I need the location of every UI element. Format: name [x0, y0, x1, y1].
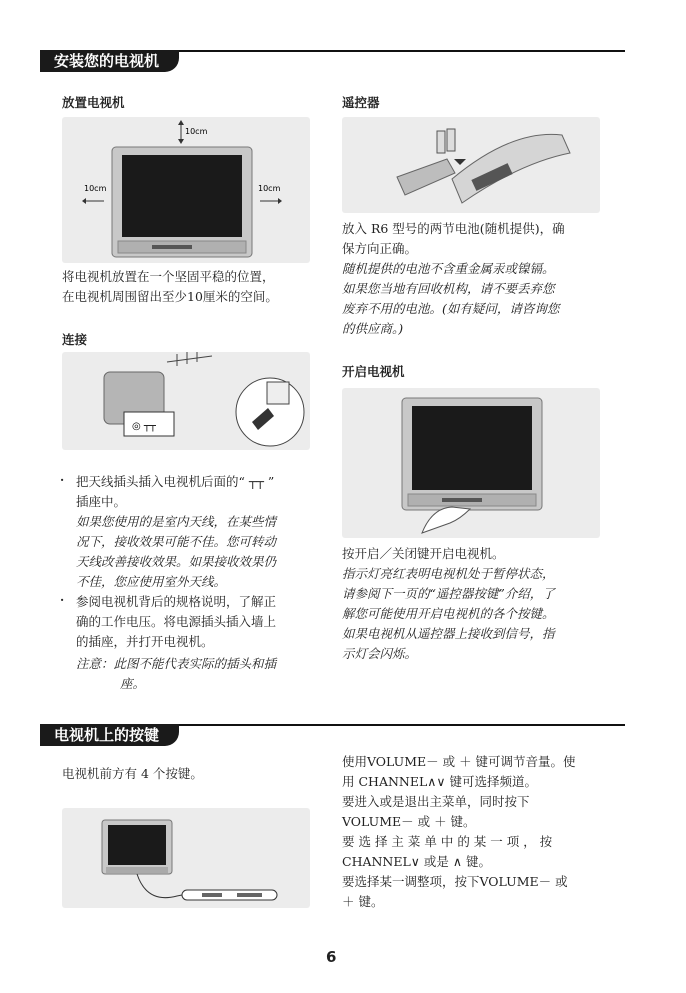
text-line: 天线改善接收效果。如果接收效果仍	[76, 554, 277, 569]
text-line: 按开启／关闭键开启电视机。	[342, 546, 505, 561]
page-number: 6	[326, 948, 337, 966]
text-line: 的供应商。)	[342, 321, 404, 336]
power-text	[342, 544, 555, 664]
text-line: 要进入或是退出主菜单，同时按下	[342, 794, 530, 809]
text-line: 在电视机周围留出至少10厘米的空间。	[62, 289, 278, 304]
buttons-illustration	[62, 808, 310, 908]
text-line: 座。	[120, 676, 146, 691]
remote-illustration	[342, 117, 600, 213]
text-line: 如果您当地有回收机构，请不要丢弃您	[342, 281, 555, 296]
text-line: 参阅电视机背后的规格说明，了解正	[76, 594, 277, 609]
text-line: 废弃不用的电池。(如有疑问，请咨询您	[342, 301, 560, 316]
text-line: 放入 R6 型号的两节电池(随机提供)，确	[342, 221, 565, 236]
text-line: CHANNEL∨ 或是 ∧ 键。	[342, 854, 492, 869]
dim-left-label: 10cm	[84, 184, 107, 193]
svg-text:◎ ┬┬: ◎ ┬┬	[132, 421, 156, 432]
connect-illustration	[62, 352, 310, 450]
remote-heading: 遥控器	[342, 95, 380, 110]
text-line: 将电视机放置在一个坚固平稳的位置，	[62, 269, 275, 284]
text-line: 确的工作电压。将电源插头插入墙上	[76, 614, 277, 629]
text-line: 插座中。	[76, 494, 127, 509]
section-header-buttons	[40, 724, 625, 746]
tv-front-illustration	[62, 117, 310, 263]
text-line: 把天线插头插入电视机后面的“ ┬┬ ”	[76, 474, 275, 489]
text-line: 示灯会闪烁。	[342, 646, 418, 661]
placement-text	[62, 267, 278, 307]
text-line: VOLUME－ 或 ＋ 键。	[342, 814, 476, 829]
power-heading: 开启电视机	[342, 364, 405, 379]
tv-buttons-illustration	[62, 808, 310, 908]
bullet-dot: .	[60, 590, 65, 604]
connect-bullet2	[76, 592, 276, 652]
text-line: 请参阅下一页的“遥控器按键”介绍，了	[342, 586, 555, 601]
section-header-install	[40, 50, 625, 72]
section-title: 电视机上的按键	[40, 724, 179, 746]
connect-note	[76, 654, 276, 694]
text-line: ＋ 键。	[342, 894, 384, 909]
tv-power-illustration	[342, 388, 600, 538]
text-line: 用 CHANNEL∧∨ 键可选择频道。	[342, 774, 538, 789]
text-line: 要 选 择 主 菜 单 中 的 某 一 项 ， 按	[342, 834, 553, 849]
text-line: 况下，接收效果可能不佳。您可转动	[76, 534, 277, 549]
buttons-intro: 电视机前方有 4 个按键。	[62, 766, 203, 781]
power-illustration	[342, 388, 600, 538]
text-line: 的插座，并打开电视机。	[76, 634, 214, 649]
text-line: 要选择某一调整项，按下VOLUME－ 或	[342, 874, 568, 889]
text-line: 使用VOLUME－ 或 ＋ 键可调节音量。使	[342, 754, 576, 769]
text-line: 如果电视机从遥控器上接收到信号，指	[342, 626, 555, 641]
placement-heading: 放置电视机	[62, 95, 125, 110]
section-title: 安装您的电视机	[40, 50, 179, 72]
antenna-plug-illustration	[62, 352, 310, 450]
text-line: 如果您使用的是室内天线，在某些情	[76, 514, 277, 529]
connect-heading: 连接	[62, 332, 88, 347]
dim-right-label: 10cm	[258, 184, 281, 193]
text-line: 不佳，您应使用室外天线。	[76, 574, 227, 589]
placement-illustration	[62, 117, 310, 263]
dim-top-label: 10cm	[185, 127, 208, 136]
text-line: 解您可能使用开启电视机的各个按键。	[342, 606, 555, 621]
text-line: 指示灯亮红表明电视机处于暂停状态，	[342, 566, 555, 581]
buttons-text	[342, 752, 576, 912]
text-line: 保方向正确。	[342, 241, 418, 256]
text-line: 注意：此图不能代表实际的插头和插	[76, 656, 277, 671]
bullet-dot: .	[60, 470, 65, 484]
connect-bullet1	[76, 472, 276, 592]
text-line: 随机提供的电池不含重金属汞或镍镉。	[342, 261, 555, 276]
remote-text	[342, 219, 565, 339]
remote-battery-illustration	[342, 117, 600, 213]
